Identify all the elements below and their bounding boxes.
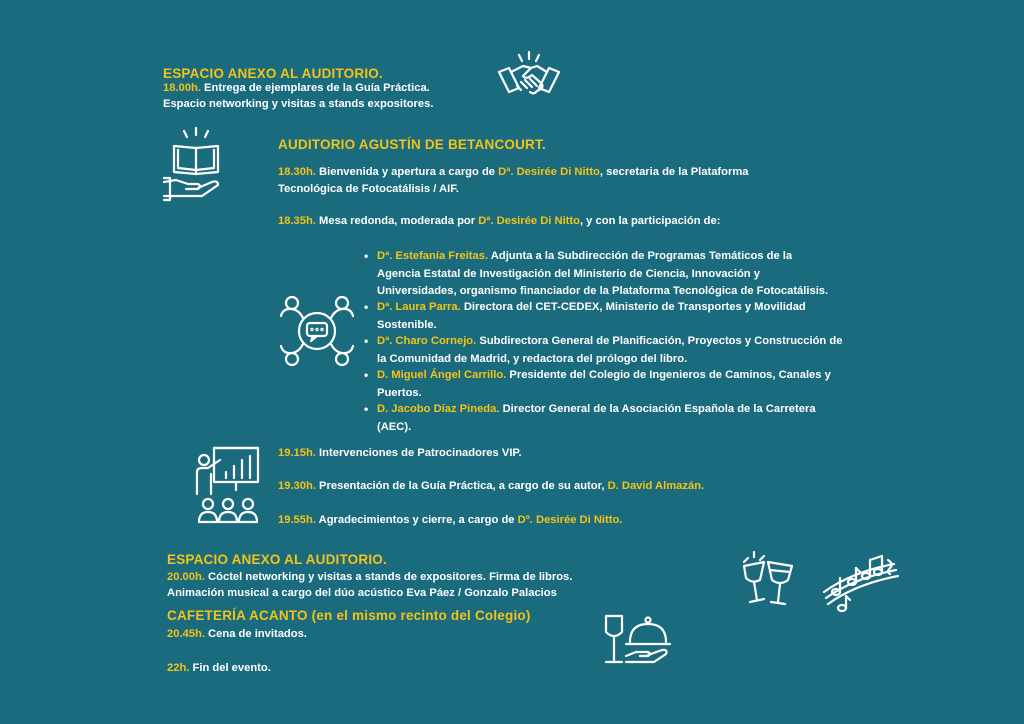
dinner-service-icon: [600, 612, 676, 670]
section3-line1: 20.00h. Cóctel networking y visitas a stands de expositores. Firma de libros.: [167, 571, 573, 583]
item-18-35: 18.35h. Mesa redonda, moderada por Dª. Desirée Di Nitto, y con la participación de:: [278, 215, 721, 227]
section1-line1: 18.00h. Entrega de ejemplares de la Guía Práctica.: [163, 82, 430, 94]
section2-heading: AUDITORIO AGUSTÍN DE BETANCOURT.: [278, 137, 546, 152]
round-table-meeting-icon: [277, 292, 357, 370]
panelist-1: • Dª. Estefanía Freitas. Adjunta a la Subdirección de Programas Temáticos de la Agencia Estatal de Investigación del Ministerio de Ciencia, Innovación y Universidades, organismo financiador de la Plataforma Tecnológica de Fotocatálisis.: [364, 249, 829, 297]
event-end: 22h. Fin del evento.: [167, 662, 271, 674]
presentation-audience-icon: [194, 446, 262, 526]
music-notes-icon: [822, 552, 898, 614]
panelist-4: • D. Miguel Ángel Carrillo. Presidente del Colegio de Ingenieros de Caminos, Canales y Puertos.: [364, 368, 831, 399]
item-19-15: 19.15h. Intervenciones de Patrocinadores VIP.: [278, 447, 522, 459]
section1-line2: Espacio networking y visitas a stands expositores.: [163, 98, 434, 110]
item-19-30: 19.30h. Presentación de la Guía Práctica, a cargo de su autor, D. David Almazán.: [278, 480, 705, 492]
open-book-hand-icon: [162, 126, 230, 202]
item-18-30-line2: Tecnológica de Fotocatálisis / AIF.: [278, 183, 459, 195]
item-18-30: 18.30h. Bienvenida y apertura a cargo de Dª. Desirée Di Nitto, secretaria de la Plataforma: [278, 166, 749, 178]
panelist-3: • Dª. Charo Cornejo. Subdirectora General de Planificación, Proyectos y Construcción de la Comunidad de Madrid, y redactora del prólogo del libro.: [364, 334, 843, 365]
section1-time: 18.00h.: [163, 82, 201, 94]
panelist-2: • Dª. Laura Parra. Directora del CET-CEDEX, Ministerio de Transportes y Movilidad Sostenible.: [364, 300, 806, 331]
panelist-5: • D. Jacobo Díaz Pineda. Director General de la Asociación Española de la Carretera (AEC).: [364, 402, 816, 433]
handshake-icon: [497, 50, 561, 110]
section4-line1: 20.45h. Cena de invitados.: [167, 628, 307, 640]
toast-glasses-icon: [740, 548, 800, 608]
section1-heading: ESPACIO ANEXO AL AUDITORIO.: [163, 66, 383, 81]
section3-line2: Animación musical a cargo del dúo acústico Eva Páez / Gonzalo Palacios: [167, 587, 557, 599]
section4-heading: CAFETERÍA ACANTO (en el mismo recinto del Colegio): [167, 608, 531, 623]
item-19-55: 19.55h. Agradecimientos y cierre, a cargo de Dº. Desirée Di Nitto.: [278, 514, 623, 526]
section3-heading: ESPACIO ANEXO AL AUDITORIO.: [167, 552, 387, 567]
